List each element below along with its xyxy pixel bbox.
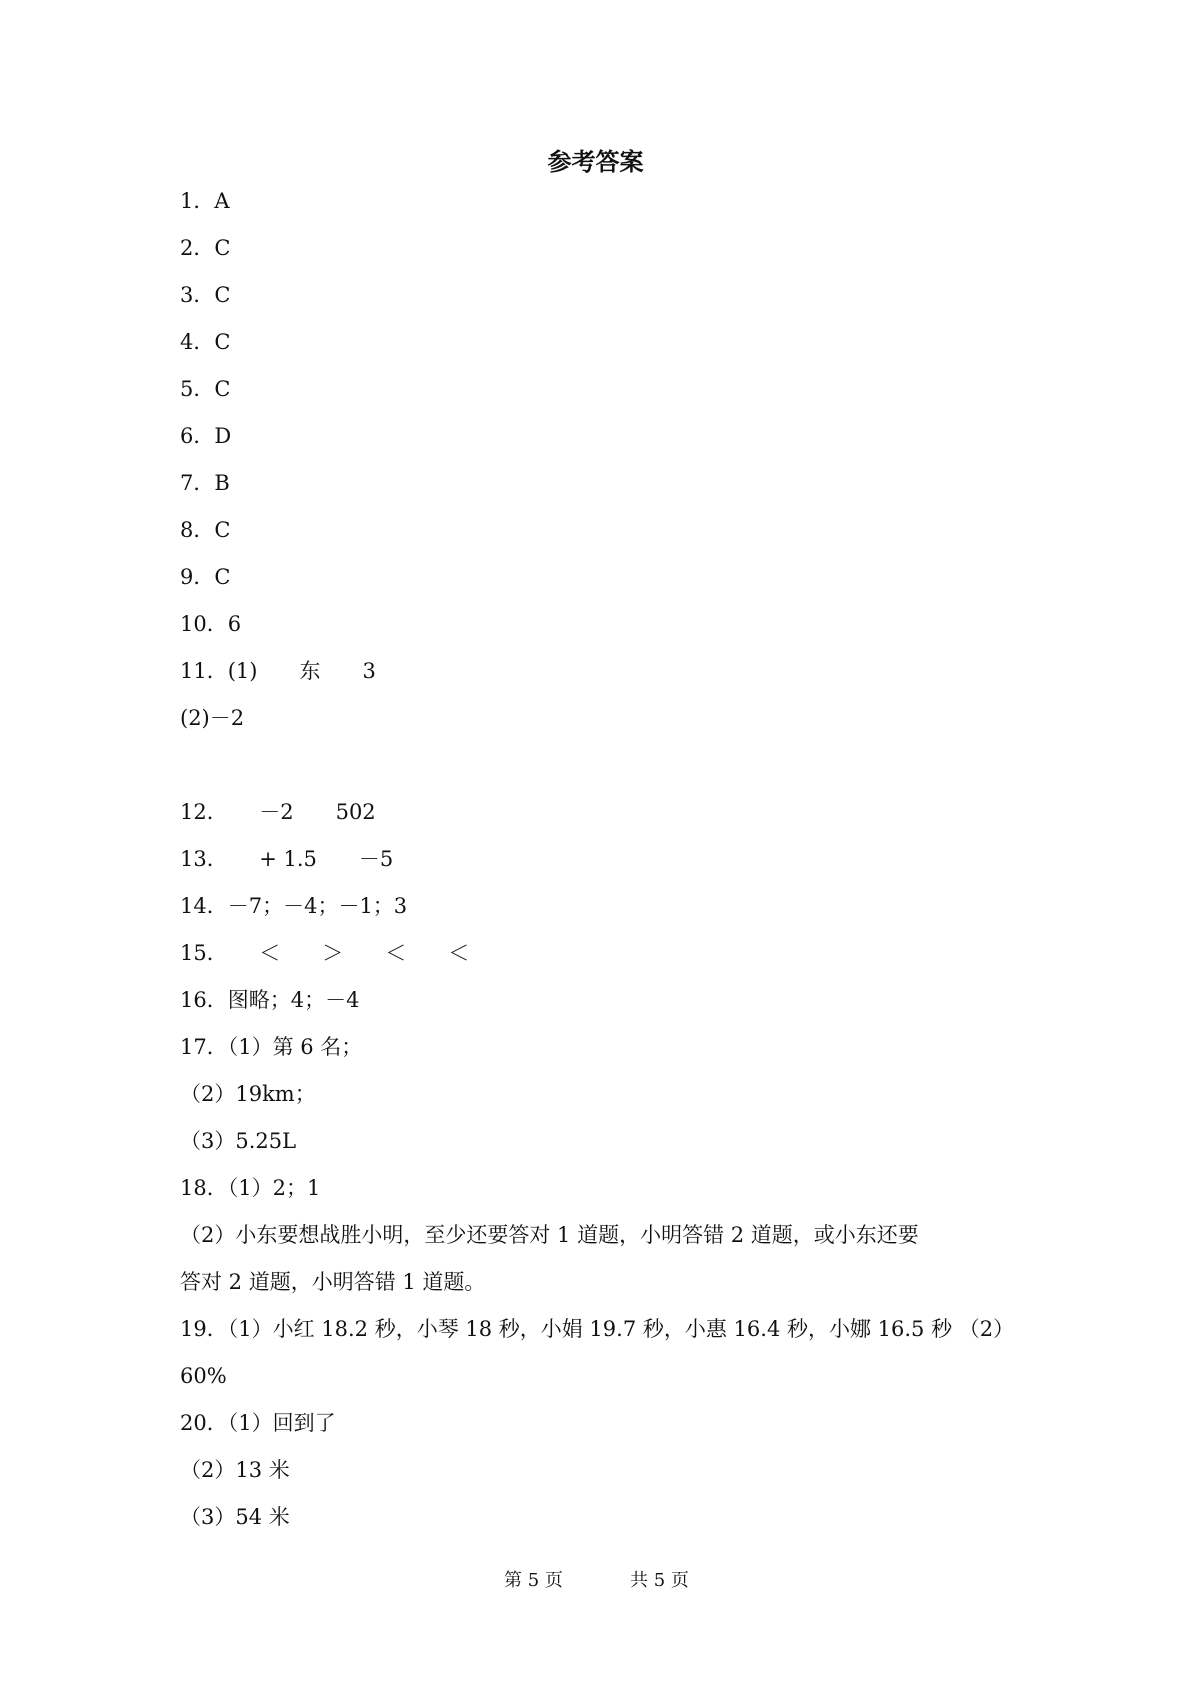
answer-line: 14．－7；－4；－1；3 bbox=[180, 894, 408, 918]
answer-line: 12． －2 502 bbox=[180, 800, 376, 824]
answer-line: 答对 2 道题，小明答错 1 道题。 bbox=[180, 1270, 486, 1294]
answer-line: 20．（1）回到了 bbox=[180, 1411, 336, 1435]
footer-page-total: 共 5 页 bbox=[630, 1570, 689, 1591]
footer-page-number: 第 5 页 bbox=[504, 1570, 563, 1591]
answer-line: 5．C bbox=[180, 377, 231, 401]
answer-line: 8．C bbox=[180, 518, 231, 542]
answer-line: 4．C bbox=[180, 330, 231, 354]
answer-line: 17．（1）第 6 名； bbox=[180, 1035, 363, 1059]
answer-line: 6．D bbox=[180, 424, 232, 448]
answer-line: (2)－2 bbox=[180, 706, 245, 730]
answer-line: 11．(1) 东 3 bbox=[180, 659, 376, 683]
answer-line: 9．C bbox=[180, 565, 231, 589]
answer-line: 1．A bbox=[180, 189, 230, 213]
page-title: 参考答案 bbox=[547, 148, 644, 176]
answer-line: 10．6 bbox=[180, 612, 242, 636]
answer-line: 19．（1）小红 18.2 秒，小琴 18 秒，小娟 19.7 秒，小惠 16.4 秒，小娜 16.5 秒 （2） bbox=[180, 1317, 1015, 1341]
answer-line: 3．C bbox=[180, 283, 231, 307]
answer-line: （3）5.25L bbox=[180, 1129, 297, 1153]
answer-line: 16．图略；4；－4 bbox=[180, 988, 360, 1012]
answer-line: 7．B bbox=[180, 471, 230, 495]
answer-line: （2）19km； bbox=[180, 1082, 316, 1106]
answer-line: （2）小东要想战胜小明，至少还要答对 1 道题，小明答错 2 道题，或小东还要 bbox=[180, 1223, 919, 1247]
answer-line: （3）54 米 bbox=[180, 1505, 290, 1529]
answer-line: 60% bbox=[180, 1364, 227, 1388]
answer-line: 18．（1）2；1 bbox=[180, 1176, 321, 1200]
answer-line: 15． ＜ ＞ ＜ ＜ bbox=[180, 941, 470, 965]
answer-line: （2）13 米 bbox=[180, 1458, 290, 1482]
answer-line: 2．C bbox=[180, 236, 231, 260]
answer-line: 13． + 1.5 －5 bbox=[180, 847, 394, 871]
